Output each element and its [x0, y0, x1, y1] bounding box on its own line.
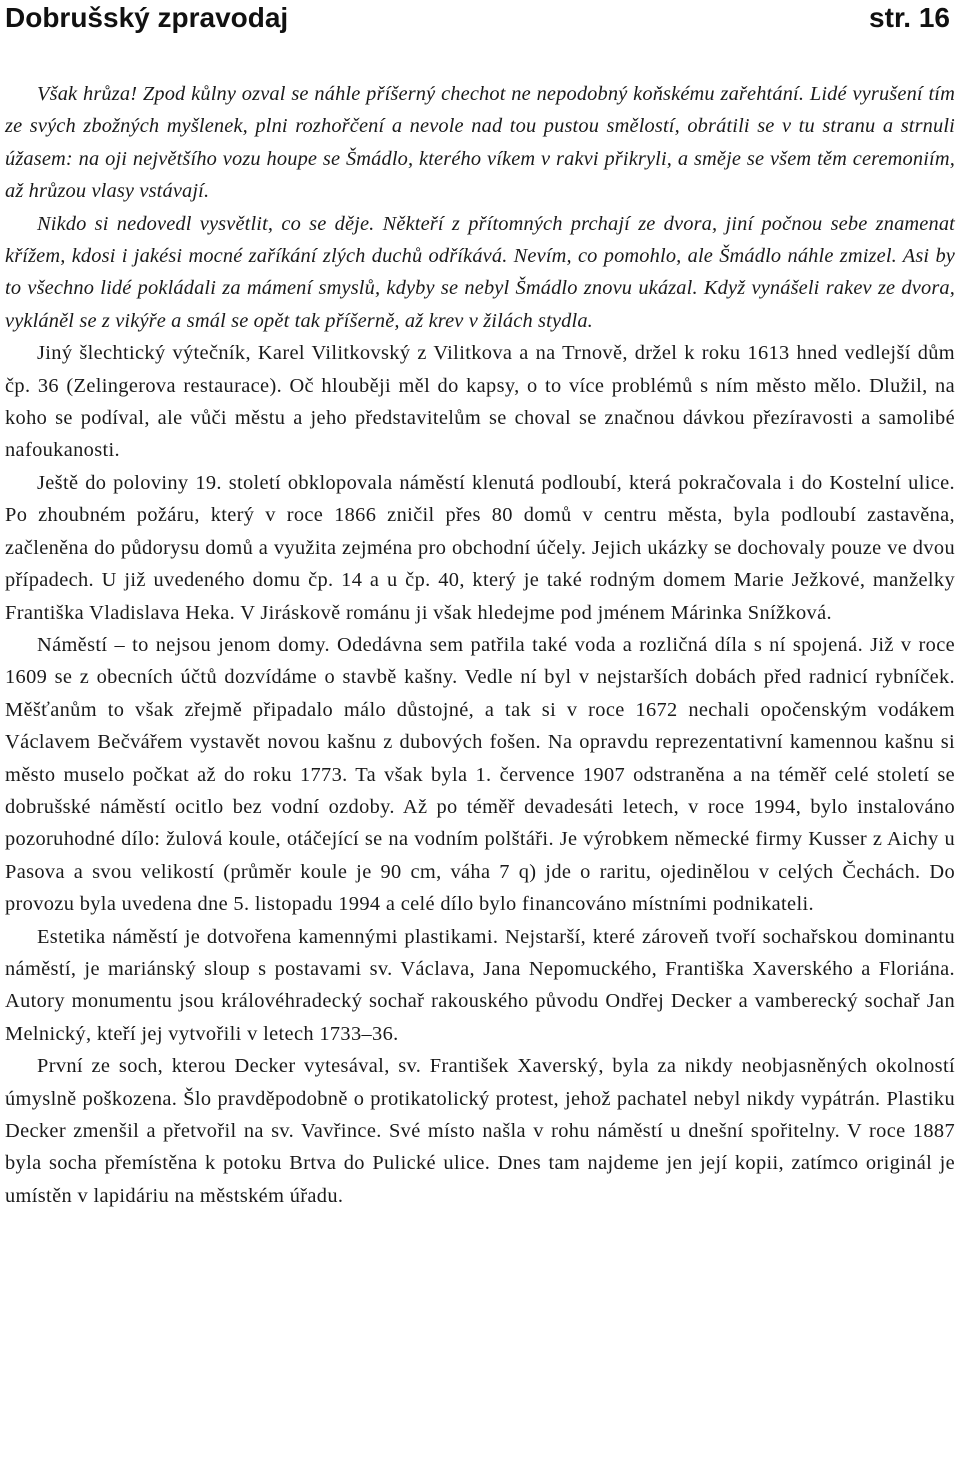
paragraph: Ještě do poloviny 19. století obklopovala náměstí klenutá podloubí, která pokračovala i do Kostelní ulice. Po zhoubném požáru, který v roce 1866 zničil přes 80 domů v centru města, byla podloubí zastavěna, začleněna do půdorysu domů a využita zejména pro obchodní účely. Jejich ukázky se dochovaly pouze ve dvou případech. U již uvedeného domu čp. 14 a u čp. 40, který je také rodným domem Marie Ježkové, manželky Františka Vladislava Heka. V Jiráskově románu ji však hledejme pod jménem Márinka Snížková. — [5, 471, 955, 624]
paragraph: Náměstí – to nejsou jenom domy. Odedávna sem patřila také voda a rozličná díla s ní spojená. Již v roce 1609 se z obecních účtů dozvídáme o stavbě kašny. Vedle ní byl v nejstarších dobách před radnicí rybníček. Měšťanům to však zřejmě připadalo málo důstojné, a tak si v roce 1672 nechali opočenským vodákem Václavem Bečvářem vystavět novou kašnu z dubových fošen. Na opravdu reprezentativní kamennou kašnu si město muselo počkat až do roku 1773. Ta však byla 1. července 1907 odstraněna a na téměř celé století se dobrušské náměstí ocitlo bez vodní ozdoby. Až po téměř devadesáti letech, v roce 1994, bylo instalováno pozoruhodné dílo: žulová koule, otáčející se na vodním polštáři. Je výrobkem německé firmy Kusser z Aichy u Pasova a svou velikostí (průměr koule je 90 cm, váha 7 q) jde o raritu, ojedinělou v celých Čechách. Do provozu byla uvedena dne 5. listopadu 1994 a celé dílo bylo financováno místními podnikateli. — [5, 633, 955, 916]
page-number: str. 16 — [869, 2, 950, 33]
paragraph: Však hrůza! Zpod kůlny ozval se náhle příšerný chechot ne nepodobný koňskému zařehtání. Lidé vyrušení tím ze svých zbožných myšlenek, plni rozhořčení a nevole nad tou pustou smělostí, obrátili se v tu stranu a strnuli úžasem: na oji největšího vozu houpe se Šmádlo, kterého víkem v rakvi přikryli, a směje se všem těm ceremoniím, až hrůzou vlasy vstávají. — [5, 83, 955, 203]
publication-title: Dobrušský zpravodaj — [5, 2, 289, 33]
paragraph: Estetika náměstí je dotvořena kamennými plastikami. Nejstarší, které zároveň tvoří sochařskou dominantu náměstí, je mariánský sloup s postavami sv. Václava, Jana Nepomuckého, Františka Xaverského a Floriána. Autory monumentu jsou královéhradecký sochař rakouského původu Ondřej Decker a vamberecký sochař Jan Melnický, kteří jej vytvořili v letech 1733–36. — [5, 925, 955, 1045]
article-body — [5, 78, 955, 1212]
document-page — [5, 0, 955, 1212]
paragraph: Nikdo si nedovedl vysvětlit, co se děje. Někteří z přítomných prchají ze dvora, jiní počnou sebe znamenat křížem, kdosi i jakési mocné zaříkání zlých duchů odříkává. Nevím, co pomohlo, ale Šmádlo náhle zmizel. Asi by to všechno lidé pokládali za mámení smyslů, kdyby se nebyl Šmádlo znovu ukázal. Když vynášeli rakev ze dvora, vykláněl se z vikýře a smál se opět tak příšerně, až krev v žilách stydla. — [5, 212, 955, 332]
paragraph: První ze soch, kterou Decker vytesával, sv. František Xaverský, byla za nikdy neobjasněných okolností úmyslně poškozena. Šlo pravděpodobně o protikatolický protest, jehož pachatel nebyl nikdy vypátrán. Plastiku Decker zmenšil a přetvořil na sv. Vavřince. Své místo našla v rohu náměstí u dnešní spořitelny. V roce 1887 byla socha přemístěna k potoku Brtva do Pulické ulice. Dnes tam najdeme jen její kopii, zatímco originál je umístěn v lapidáriu na městském úřadu. — [5, 1055, 955, 1207]
page-header — [5, 0, 955, 40]
paragraph: Jiný šlechtický výtečník, Karel Vilitkovský z Vilitkova a na Trnově, držel k roku 1613 hned vedlejší dům čp. 36 (Zelingerova restaurace). Oč hlouběji měl do kapsy, o to více problémů s ním město mělo. Dlužil, na koho se podíval, ale vůči městu a jeho představitelům se choval se značnou dávkou přezíravosti a samolibé nafoukanosti. — [5, 342, 955, 462]
